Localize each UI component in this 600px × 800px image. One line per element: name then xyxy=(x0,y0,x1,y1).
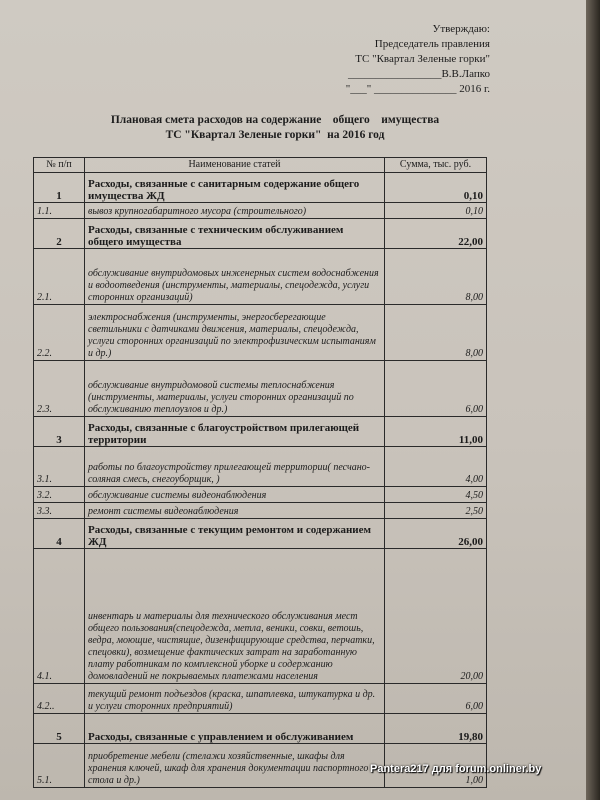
row-amount: 6,00 xyxy=(385,361,487,417)
table-row xyxy=(34,203,487,219)
row-number: 3 xyxy=(34,417,85,447)
header-item-name: Наименование статей xyxy=(85,158,385,173)
row-item-name: приобретение мебели (стелажи хозяйственные, шкафы для хранения ключей, шкаф для хранения документации паспортного стола и др.) xyxy=(85,744,385,788)
row-number: 1.1. xyxy=(34,203,85,219)
row-item-name: вывоз крупногабаритного мусора (строительного) xyxy=(85,203,385,219)
row-amount: 1,00 xyxy=(385,744,487,788)
table-row xyxy=(34,361,487,417)
row-amount: 26,00 xyxy=(385,519,487,549)
row-item-name: Расходы, связанные с текущим ремонтом и содержанием ЖД xyxy=(85,519,385,549)
row-item-name: работы по благоустройству прилегающей территории( песчано-соляная смесь, снегоуборщик, ) xyxy=(85,447,385,487)
row-amount: 0,10 xyxy=(385,203,487,219)
header-amount: Сумма, тыс. руб. xyxy=(385,158,487,173)
row-number: 3.1. xyxy=(34,447,85,487)
row-amount: 8,00 xyxy=(385,249,487,305)
row-number: 2.3. xyxy=(34,361,85,417)
document-title-line-1: Плановая смета расходов на содержание общего имущества xyxy=(110,114,440,126)
row-number: 2.2. xyxy=(34,305,85,361)
row-item-name: Расходы, связанные с техническим обслуживанием общего имущества xyxy=(85,219,385,249)
section-row xyxy=(34,519,487,549)
row-item-name: Расходы, связанные с благоустройством прилегающей территории xyxy=(85,417,385,447)
row-item-name: Расходы, связанные с управлением и обслуживанием xyxy=(85,714,385,744)
row-amount: 0,10 xyxy=(385,173,487,203)
row-number: 5.1. xyxy=(34,744,85,788)
table-row xyxy=(34,549,487,684)
row-item-name: обслуживание внутридомовых инженерных систем водоснабжения и водоотведения (инструменты, материалы, спецодежда, услуги сторонних организаций) xyxy=(85,249,385,305)
row-amount: 8,00 xyxy=(385,305,487,361)
section-row xyxy=(34,714,487,744)
table-row xyxy=(34,305,487,361)
watermark: Pantera217 для forum.onliner.by xyxy=(370,763,542,775)
approval-signature-line: _________________В.В.Лапко xyxy=(347,68,490,80)
approval-position: Председатель правления xyxy=(374,38,490,50)
budget-table xyxy=(33,157,487,788)
row-number: 3.2. xyxy=(34,487,85,503)
row-number: 4 xyxy=(34,519,85,549)
approval-organization: ТС "Квартал Зеленые горки" xyxy=(355,53,490,65)
row-amount: 4,00 xyxy=(385,447,487,487)
table-header-row xyxy=(34,158,487,173)
approval-block xyxy=(270,22,490,97)
row-number: 4.2.. xyxy=(34,684,85,714)
row-number: 1 xyxy=(34,173,85,203)
row-amount: 22,00 xyxy=(385,219,487,249)
section-row xyxy=(34,219,487,249)
row-number: 2 xyxy=(34,219,85,249)
row-amount: 19,80 xyxy=(385,714,487,744)
row-amount: 4,50 xyxy=(385,487,487,503)
table-row xyxy=(34,487,487,503)
row-amount: 11,00 xyxy=(385,417,487,447)
document-title xyxy=(40,113,510,143)
row-item-name: текущий ремонт подъездов (краска, шпатлевка, штукатурка и др. и услуги сторонних предприятий) xyxy=(85,684,385,714)
table-body xyxy=(34,173,487,788)
table-row xyxy=(34,447,487,487)
row-amount: 20,00 xyxy=(385,549,487,684)
section-row xyxy=(34,417,487,447)
table-row xyxy=(34,684,487,714)
header-number: № п/п xyxy=(34,158,85,173)
approval-date-line: "___" _______________ 2016 г. xyxy=(345,83,490,95)
table-row xyxy=(34,249,487,305)
row-number: 2.1. xyxy=(34,249,85,305)
row-item-name: электроснабжения (инструменты, энергосберегающие светильники с датчиками движения, материалы, спецодежда, услуги сторонних организаций по электрофизическим испытаниям и др.) xyxy=(85,305,385,361)
page-edge-shadow xyxy=(586,0,600,800)
section-row xyxy=(34,173,487,203)
row-item-name: Расходы, связанные с санитарным содержание общего имущества ЖД xyxy=(85,173,385,203)
table-row xyxy=(34,503,487,519)
document-title-line-2: ТС "Квартал Зеленые горки" на 2016 год xyxy=(165,129,385,141)
row-item-name: обслуживание внутридомовой системы теплоснабжения (инструменты, материалы, услуги сторонних организаций по обслуживанию теплоузлов и др.) xyxy=(85,361,385,417)
row-number: 5 xyxy=(34,714,85,744)
row-amount: 2,50 xyxy=(385,503,487,519)
row-item-name: инвентарь и материалы для технического обслуживания мест общего пользования(спецодежда, метла, веники, совки, ветошь, ведра, моющие, чистящие, дизенфицирующие средства, перчатки, спецовки), возмещение фактических затрат на заработанную плату работникам по комплексной уборке и содержанию домовладений не покрываемых платежами населения xyxy=(85,549,385,684)
row-number: 3.3. xyxy=(34,503,85,519)
approval-heading: Утверждаю: xyxy=(432,23,490,35)
row-number: 4.1. xyxy=(34,549,85,684)
row-amount: 6,00 xyxy=(385,684,487,714)
row-item-name: обслуживание системы видеонаблюдения xyxy=(85,487,385,503)
row-item-name: ремонт системы видеонаблюдения xyxy=(85,503,385,519)
